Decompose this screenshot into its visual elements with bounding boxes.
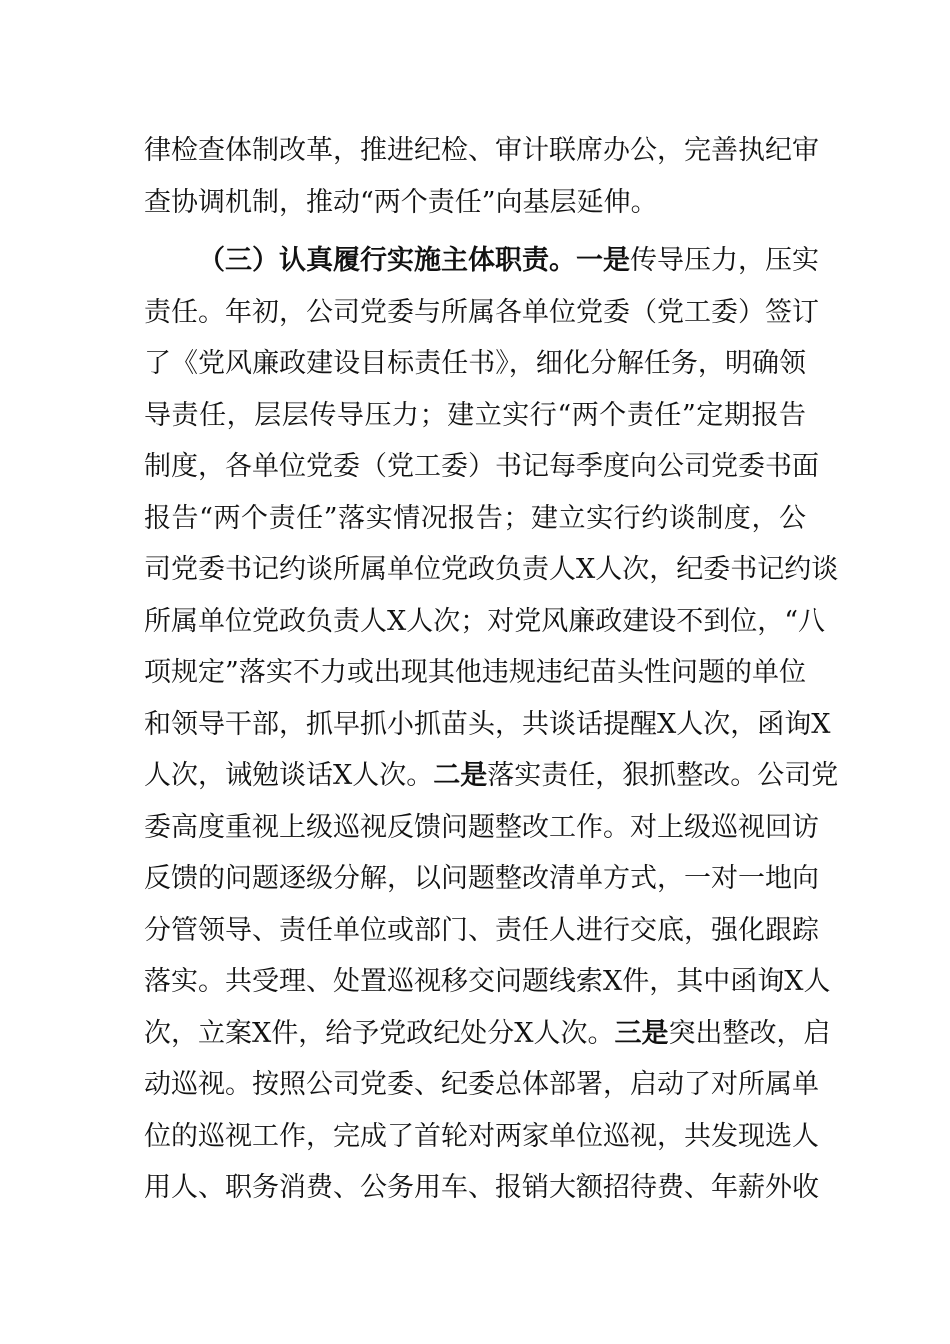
- text-line-12: 和领导干部，抓早抓小抓苗头，共谈话提醒X人次，函询X: [144, 709, 831, 740]
- text-line-21: 用人、职务消费、公务用车、报销大额招待费、年薪外收: [144, 1172, 819, 1203]
- text-line-6: 导责任，层层传导压力；建立实行“两个责任”定期报告: [144, 400, 806, 431]
- text-line-10: 所属单位党政负责人X人次；对党风廉政建设不到位，“八: [144, 606, 826, 637]
- line-rest: 突出整改，启: [668, 1018, 831, 1049]
- text-line-20: 位的巡视工作，完成了首轮对两家单位巡视，共发现选人: [144, 1121, 819, 1152]
- text-line-2: 查协调机制，推动“两个责任”向基层延伸。: [144, 187, 658, 218]
- text-line-7: 制度，各单位党委（党工委）书记每季度向公司党委书面: [144, 451, 819, 482]
- text-line-16: 分管领导、责任单位或部门、责任人进行交底，强化跟踪: [144, 915, 819, 946]
- text-line-19: 动巡视。按照公司党委、纪委总体部署，启动了对所属单: [144, 1069, 819, 1100]
- text-line-18: [144, 1017, 831, 1051]
- text-line-15: 反馈的问题逐级分解，以问题整改清单方式，一对一地向: [144, 863, 819, 894]
- lead-marker: 一是: [576, 245, 630, 276]
- text-line-8: 报告“两个责任”落实情况报告；建立实行约谈制度，公: [144, 503, 806, 534]
- text-line-11: 项规定”落实不力或出现其他违规违纪苗头性问题的单位: [144, 657, 806, 688]
- lead-marker: 三是: [614, 1018, 669, 1049]
- text-line-14: 委高度重视上级巡视反馈问题整改工作。对上级巡视回访: [144, 812, 819, 843]
- line-rest: 传导压力，压实: [630, 245, 819, 276]
- line-start: 人次，诫勉谈话X人次。: [144, 760, 434, 791]
- text-line-5: 了《党风廉政建设目标责任书》，细化分解任务，明确领: [144, 348, 806, 379]
- text-line-13: [144, 759, 839, 793]
- text-line-17: 落实。共受理、处置巡视移交问题线索X件，其中函询X人: [144, 966, 831, 997]
- text-line-9: 司党委书记约谈所属单位党政负责人X人次，纪委书记约谈: [144, 554, 839, 585]
- line-rest: 落实责任，狠抓整改。公司党: [487, 760, 839, 791]
- text-line-3: [198, 244, 819, 278]
- text-line-1: 律检查体制改革，推进纪检、审计联席办公，完善执纪审: [144, 135, 819, 166]
- section-heading: （三）认真履行实施主体职责。: [198, 245, 576, 276]
- text-line-4: 责任。年初，公司党委与所属各单位党委（党工委）签订: [144, 297, 819, 328]
- lead-marker: 二是: [433, 760, 488, 791]
- line-start: 次，立案X件，给予党政纪处分X人次。: [144, 1018, 615, 1049]
